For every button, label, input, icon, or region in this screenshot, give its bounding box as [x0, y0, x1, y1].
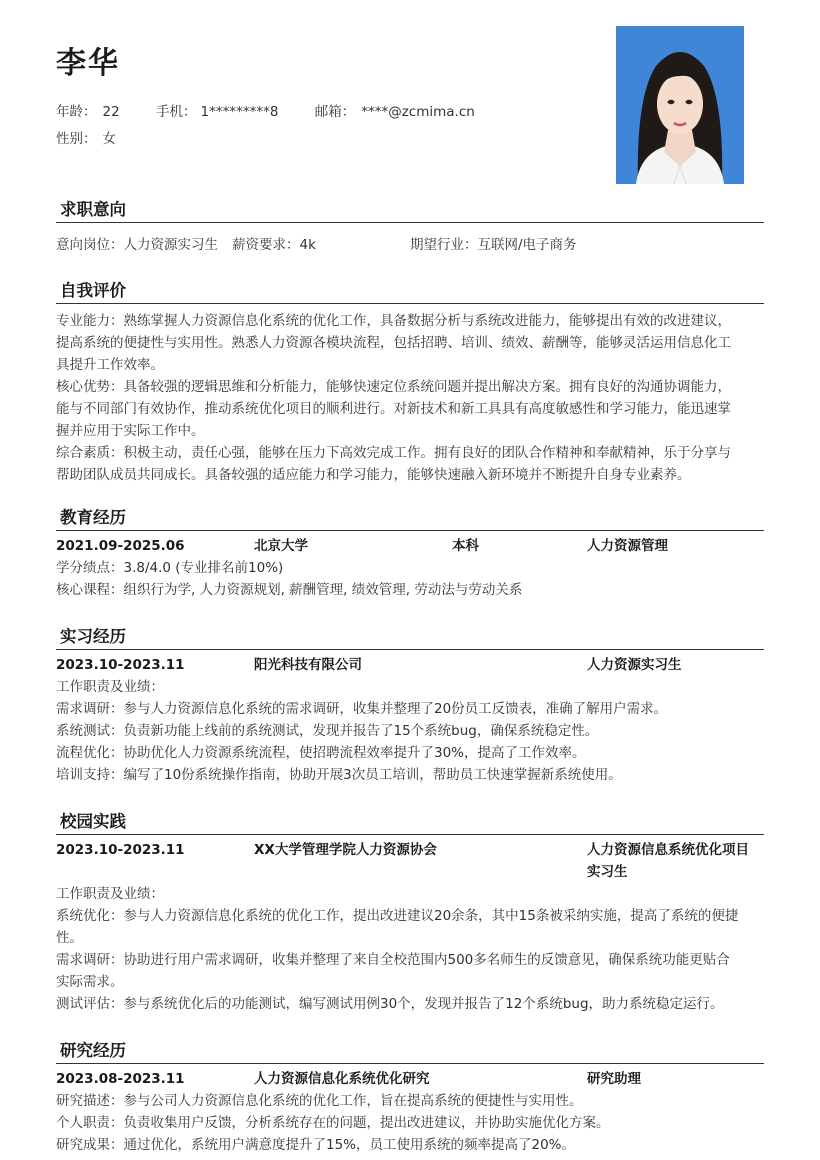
portrait-illustration	[616, 26, 744, 184]
campus-date: 2023.10-2023.11	[56, 842, 185, 858]
text-line: 流程优化：协助优化人力资源系统流程，使招聘流程效率提升了30%，提高了工作效率。	[56, 745, 586, 761]
education-header-row	[56, 535, 764, 557]
research-date: 2023.08-2023.11	[56, 1071, 185, 1087]
text-line: 个人职责：负责收集用户反馈，分析系统存在的问题，提出改进建议，并协助实施优化方案。	[56, 1115, 610, 1131]
text-line: 专业能力：熟练掌握人力资源信息化系统的优化工作，具备数据分析与系统改进能力，能够提出有效的改进建议，	[56, 313, 731, 329]
internship-date: 2023.10-2023.11	[56, 657, 185, 673]
objective-row	[56, 234, 764, 256]
section-title-research: 研究经历	[56, 1038, 764, 1064]
text-line: 综合素质：积极主动，责任心强，能够在压力下高效完成工作。拥有良好的团队合作精神和奉献精神，乐于分享与	[56, 445, 731, 461]
text-line: 研究描述：参与公司人力资源信息化系统的优化工作，旨在提高系统的便捷性与实用性。	[56, 1093, 583, 1109]
text-line: 需求调研：协助进行用户需求调研，收集并整理了来自全校范围内500多名师生的反馈意见，确保系统功能更贴合	[56, 952, 730, 968]
section-self-evaluation	[56, 278, 764, 486]
text-line: 需求调研：参与人力资源信息化系统的需求调研，收集并整理了20份员工反馈表，准确了解用户需求。	[56, 701, 668, 717]
research-header-row	[56, 1068, 764, 1090]
text-line: 测试评估：参与系统优化后的功能测试，编写测试用例30个，发现并报告了12个系统bug，助力系统稳定运行。	[56, 996, 724, 1012]
campus-role-line1: 人力资源信息系统优化项目	[587, 842, 749, 858]
section-campus-practice	[56, 809, 764, 1015]
text-line: 工作职责及业绩：	[56, 886, 164, 902]
text-line: 能与不同部门有效协作，推动系统优化项目的顺利进行。对新技术和新工具具有高度敏感性和学习能力，能迅速掌	[56, 401, 731, 417]
contact-line	[56, 100, 475, 120]
section-internship	[56, 624, 764, 786]
research-project: 人力资源信息化系统优化研究	[254, 1071, 430, 1087]
text-line: 系统优化：参与人力资源信息化系统的优化工作，提出改进建议20余条，其中15条被采纳实施，提高了系统的便捷	[56, 908, 739, 924]
text-line: 核心优势：具备较强的逻辑思维和分析能力，能够快速定位系统问题并提出解决方案。拥有良好的沟通协调能力，	[56, 379, 731, 395]
section-title-campus-practice: 校园实践	[56, 809, 764, 835]
objective-salary: 薪资要求：4k	[232, 237, 316, 253]
campus-role-line2: 实习生	[587, 864, 628, 880]
text-line: 核心课程：组织行为学, 人力资源规划, 薪酬管理, 绩效管理, 劳动法与劳动关系	[56, 582, 523, 598]
text-line: 具提升工作效率。	[56, 357, 164, 373]
section-title-internship: 实习经历	[56, 624, 764, 650]
research-role: 研究助理	[587, 1071, 641, 1087]
text-line: 工作职责及业绩：	[56, 679, 164, 695]
text-line: 性。	[56, 930, 83, 946]
age-value: 22	[102, 104, 120, 120]
section-title-self-evaluation: 自我评价	[56, 278, 764, 304]
campus-header-row	[56, 839, 764, 883]
education-school: 北京大学	[254, 538, 308, 554]
objective-position: 意向岗位：人力资源实习生	[56, 237, 218, 253]
gender-value: 女	[102, 131, 116, 147]
candidate-name: 李华	[56, 46, 120, 81]
education-date: 2021.09-2025.06	[56, 538, 185, 554]
age-label: 年龄：	[56, 104, 97, 120]
self-evaluation-text	[56, 310, 764, 486]
text-line: 培训支持：编写了10份系统操作指南，协助开展3次员工培训，帮助员工快速掌握新系统使用。	[56, 767, 622, 783]
email-value: ****@zcmima.cn	[361, 104, 475, 120]
text-line: 研究成果：通过优化，系统用户满意度提升了15%，员工使用系统的频率提高了20%。	[56, 1137, 576, 1153]
education-major: 人力资源管理	[587, 538, 668, 554]
internship-role: 人力资源实习生	[587, 657, 682, 673]
section-title-education: 教育经历	[56, 505, 764, 531]
email-label: 邮箱：	[314, 104, 356, 120]
text-line: 学分绩点：3.8/4.0 (专业排名前10%)	[56, 560, 284, 576]
gender-label: 性别：	[56, 131, 97, 147]
section-education	[56, 505, 764, 601]
phone-value: 1*********8	[200, 104, 279, 120]
section-objective	[56, 197, 764, 256]
text-line: 提高系统的便捷性与实用性。熟悉人力资源各模块流程，包括招聘、培训、绩效、薪酬等，能够灵活运用信息化工	[56, 335, 731, 351]
text-line: 实际需求。	[56, 974, 124, 990]
section-title-objective: 求职意向	[56, 197, 764, 223]
campus-org: XX大学管理学院人力资源协会	[254, 842, 437, 858]
gender-line	[56, 127, 116, 147]
text-line: 帮助团队成员共同成长。具备较强的适应能力和学习能力，能够快速融入新环境并不断提升自身专业素养。	[56, 467, 691, 483]
education-degree: 本科	[452, 538, 479, 554]
text-line: 系统测试：负责新功能上线前的系统测试，发现并报告了15个系统bug，确保系统稳定性。	[56, 723, 599, 739]
internship-header-row	[56, 654, 764, 676]
phone-label: 手机：	[155, 104, 197, 120]
objective-industry: 期望行业：互联网/电子商务	[410, 237, 577, 253]
section-research	[56, 1038, 764, 1156]
text-line: 握并应用于实际工作中。	[56, 423, 205, 439]
internship-company: 阳光科技有限公司	[254, 657, 362, 673]
profile-photo	[616, 26, 744, 184]
